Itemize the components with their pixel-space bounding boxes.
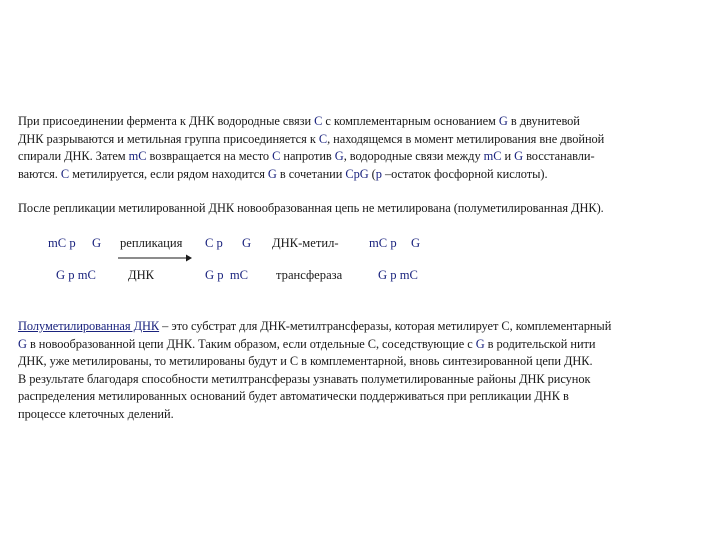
text-run: В результате благодаря способности метилтрансферазы узнавать полуметилированные районы ДНК рисунок [18, 371, 591, 386]
text-run: с комплементарным основанием [322, 114, 499, 128]
phosphate-p: р [375, 166, 382, 181]
text-run: При присоединении фермента к ДНК водородные связи [18, 114, 315, 128]
text-run: в сочетании [276, 166, 346, 181]
text-run: и [501, 149, 515, 163]
text-run: распределения метилированных оснований будет автоматически поддерживаться при репликации ДНК в [18, 389, 569, 403]
strand-top-g: G [92, 236, 102, 250]
text-run: возвращается на место [146, 149, 273, 163]
base-g: G [334, 149, 344, 163]
text-run: ДНК, уже метилированы, то метилированы будут и С в комплементарной, вновь синтезированной цепи ДНК. [18, 354, 593, 368]
text-run: напротив [280, 149, 335, 163]
text-run: – это субстрат для ДНК-метилтрансферазы, которая метилирует С, комплементарный [159, 319, 612, 333]
text-run: в родительской нити [484, 336, 596, 351]
base-mc: mC [483, 149, 502, 163]
text-run: , водородные связи между [343, 149, 484, 163]
strand-result-bottom: G p mC [378, 268, 418, 282]
base-g: G [18, 336, 27, 351]
term-hemimethylated-dna: Полуметилированная ДНК [18, 319, 160, 333]
base-g: G [514, 149, 524, 163]
text-run: После репликации метилированной ДНК новообразованная цепь не метилирована (полуметилированная ДНК). [18, 201, 604, 215]
strand-result-top: mC p [369, 236, 397, 250]
arrow-label-replication: репликация [120, 236, 183, 250]
text-run: ( [368, 166, 376, 181]
text-run: восстанавли- [523, 149, 595, 163]
replication-arrow-icon [118, 253, 192, 263]
cpg-site: СpG [345, 166, 369, 181]
strand-new-unmethylated: C p [205, 236, 223, 250]
paragraph-hemimethylated [18, 318, 710, 423]
text-run: процессе клеточных делений. [18, 406, 174, 421]
text-run: спирали ДНК. Затем [18, 149, 129, 163]
strand-parent-methylated: G p mC [205, 268, 249, 282]
base-g: G [475, 336, 485, 351]
base-c: С [272, 149, 281, 163]
text-run: в новообразованной цепи ДНК. Таким образом, если отдельные С, соседствующие с [26, 336, 476, 351]
strand-new-g: G [242, 236, 252, 250]
strand-bottom-methylated: G p mC [56, 268, 96, 282]
enzyme-label-top: ДНК-метил- [272, 236, 339, 250]
base-c: С [318, 131, 328, 146]
text-run: , находящемся в момент метилирования вне двойной [327, 131, 605, 146]
strand-result-g: G [411, 236, 421, 250]
text-run: метилируется, если рядом находится [69, 166, 268, 181]
text-run: –остаток фосфорной кислоты). [381, 166, 548, 181]
base-g: G [498, 114, 508, 128]
text-run: в двунитевой [507, 114, 580, 128]
arrow-label-dna: ДНК [128, 268, 155, 282]
text-run: ДНК разрываются и метильная группа присоединяется к [18, 131, 319, 146]
enzyme-label-bottom: трансфераза [276, 268, 343, 282]
base-c: С [60, 166, 70, 181]
text-run: ваются. [18, 166, 61, 181]
base-g: G [267, 166, 277, 181]
strand-top-methylated: mC p [48, 236, 76, 250]
base-mc: mC [128, 149, 147, 163]
base-c: С [314, 114, 323, 128]
